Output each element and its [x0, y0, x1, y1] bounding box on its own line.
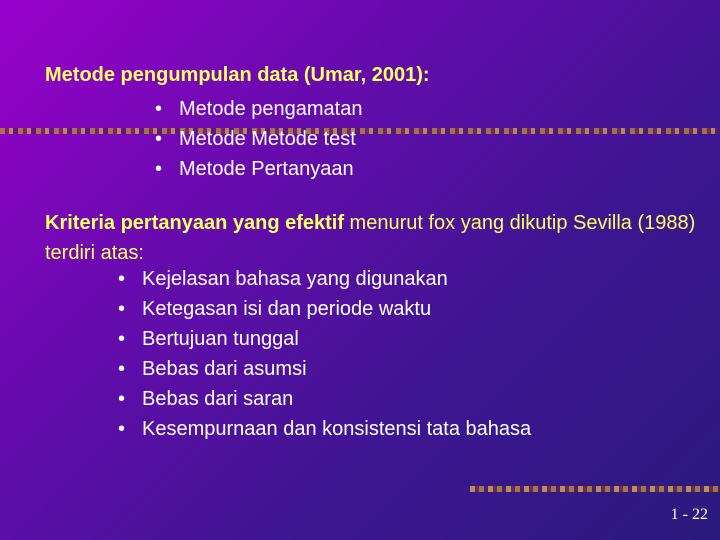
list-item [118, 414, 531, 444]
list-item-text: Bebas dari saran [142, 388, 294, 410]
bullet-icon: • [118, 328, 126, 350]
bullet-icon: • [118, 298, 126, 320]
bullet-icon: • [118, 358, 126, 380]
section2-intro-rest: menurut fox yang dikutip Sevilla (1988) terdiri atas: [45, 212, 696, 264]
list-item [118, 294, 531, 324]
section2-intro-bold: Kriteria pertanyaan yang efektif [45, 212, 344, 234]
decorative-stripe-bottom [470, 486, 720, 492]
list-item [118, 264, 531, 294]
list-item [155, 94, 362, 124]
section2-list [118, 264, 531, 444]
list-item [155, 124, 362, 154]
section2-intro [45, 208, 705, 268]
list-item-text: Ketegasan isi dan periode waktu [142, 298, 432, 320]
list-item-text: Kesempurnaan dan konsistensi tata bahasa [142, 418, 532, 440]
bullet-icon: • [118, 268, 126, 290]
list-item [118, 324, 531, 354]
list-item [155, 154, 362, 184]
list-item-text: Kejelasan bahasa yang digunakan [142, 268, 448, 290]
list-item [118, 354, 531, 384]
bullet-icon: • [155, 158, 163, 180]
bullet-icon: • [118, 418, 126, 440]
bullet-icon: • [155, 98, 163, 120]
list-item-text: Metode pengamatan [179, 98, 363, 120]
list-item-text: Metode Metode test [179, 128, 356, 150]
list-item-text: Bebas dari asumsi [142, 358, 307, 380]
bullet-icon: • [155, 128, 163, 150]
list-item-text: Bertujuan tunggal [142, 328, 299, 350]
page-number: 1 - 22 [670, 506, 708, 523]
section1-heading: Metode pengumpulan data (Umar, 2001): [45, 64, 430, 86]
section1-list [155, 94, 362, 184]
list-item-text: Metode Pertanyaan [179, 158, 354, 180]
list-item [118, 384, 531, 414]
bullet-icon: • [118, 388, 126, 410]
